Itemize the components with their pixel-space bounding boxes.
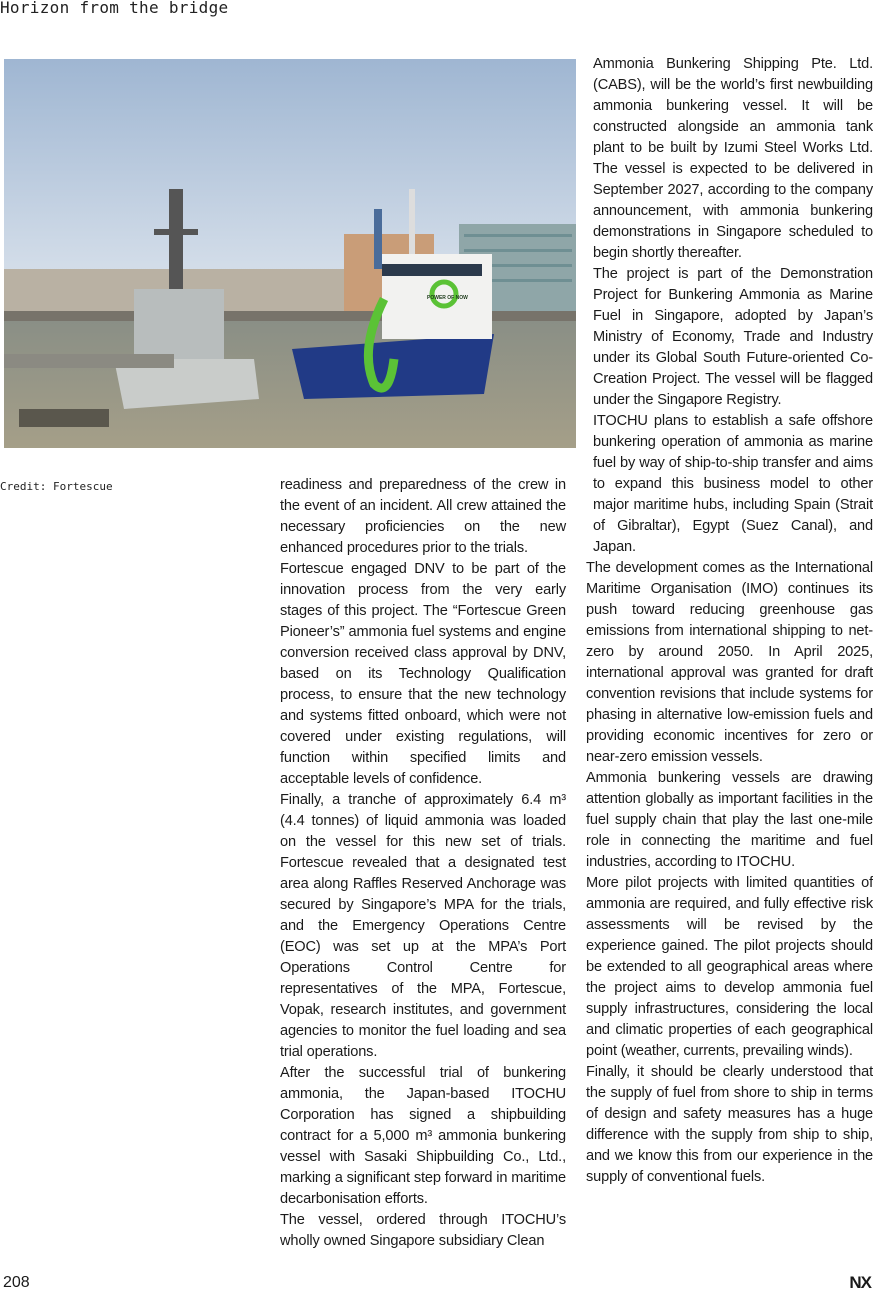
paragraph: The vessel, ordered through ITOCHU’s wholly owned Singapore subsidiary Clean	[280, 1212, 566, 1249]
paragraph: Fortescue engaged DNV to be part of the innovation process from the very early stages of this project. The “Fortescue Green Pioneer’s” ammonia fuel systems and engine conversion received class approval by DNV, based on its Technology Qualification process, to ensure that the new technology and systems fitted onboard, which were not covered under existing regulations, will function within specified limits and acceptable levels of confidence.	[280, 561, 566, 787]
page-number: 208	[3, 1274, 30, 1291]
paragraph: More pilot projects with limited quantities of ammonia are required, and fully effective risk assessments will be revised by the experience gained. The pilot projects should be extended to all geographical areas where the project aims to develop ammonia fuel supply infrastructures, considering the local and climatic properties of each geographical point (weather, currents, prevailing winds).	[586, 875, 873, 1059]
paragraph: Finally, it should be clearly understood that the supply of fuel from shore to ship in terms of design and safety measures has a huge difference with the supply from ship to ship, and we know this from our experience in the supply of conventional fuels.	[586, 1064, 873, 1185]
paragraph: ITOCHU plans to establish a safe offshore bunkering operation of ammonia as marine fuel by way of ship-to-ship transfer and aims to expand this business model to other major maritime hubs, including Spain (Strait of Gibraltar), Egypt (Suez Canal), and Japan.	[593, 413, 873, 555]
paragraph: The development comes as the International Maritime Organisation (IMO) continues its push toward reducing greenhouse gas emissions from international shipping to net-zero by around 2050. In April 2025, international approval was granted for draft convention revisions that include systems for phasing in alternative low-emission fuels and providing economic incentives for zero or near-zero emission vessels.	[586, 560, 873, 765]
article-column-2	[280, 475, 566, 1252]
paragraph: After the successful trial of bunkering ammonia, the Japan-based ITOCHU Corporation has signed a shipbuilding contract for a 5,000 m³ ammonia bunkering vessel with Sasaki Shipbuilding Co., Ltd., marking a significant step forward in maritime decarbonisation efforts.	[280, 1065, 566, 1207]
hull-text: POWER OF NOW	[427, 295, 468, 301]
article-column-3-bottom	[586, 558, 873, 1188]
paragraph: readiness and preparedness of the crew in the event of an incident. All crew attained the necessary proficiencies on the new enhanced procedures prior to the trials.	[280, 477, 566, 556]
ship-photo	[4, 59, 576, 448]
paragraph: Ammonia bunkering vessels are drawing attention globally as important facilities in the fuel supply chain that play the last one-mile role in connecting the maritime and fuel industries, according to ITOCHU.	[586, 770, 873, 870]
photo-credit: Credit: Fortescue	[0, 480, 113, 493]
paragraph: Ammonia Bunkering Shipping Pte. Ltd. (CABS), will be the world’s first newbuilding ammonia bunkering vessel. It will be constructed alongside an ammonia tank plant to be built by Izumi Steel Works Ltd. The vessel is expected to be delivered in September 2027, according to the company announcement, with ammonia bunkering demonstrations in Singapore scheduled to begin shortly thereafter.	[593, 56, 873, 261]
paragraph: Finally, a tranche of approximately 6.4 m³ (4.4 tonnes) of liquid ammonia was loaded on the vessel for this new set of trials. Fortescue revealed that a designated test area along Raffles Reserved Anchorage was secured by Singapore’s MPA for the trials, and the Emergency Operations Centre (EOC) was set up at the MPA’s Port Operations Control Centre for representatives of the MPA, Fortescue, Vopak, research institutes, and government agencies to monitor the fuel loading and sea trial operations.	[280, 792, 566, 1060]
magazine-logo: NX	[849, 1273, 871, 1292]
article-column-3-top	[593, 54, 873, 558]
running-title: Horizon from the bridge	[0, 0, 229, 17]
paragraph: The project is part of the Demonstration Project for Bunkering Ammonia as Marine Fuel in Singapore, adopted by Japan’s Ministry of Economy, Trade and Industry under its Global South Future-oriented Co-Creation Project. The vessel will be flagged under the Singapore Registry.	[593, 266, 873, 408]
